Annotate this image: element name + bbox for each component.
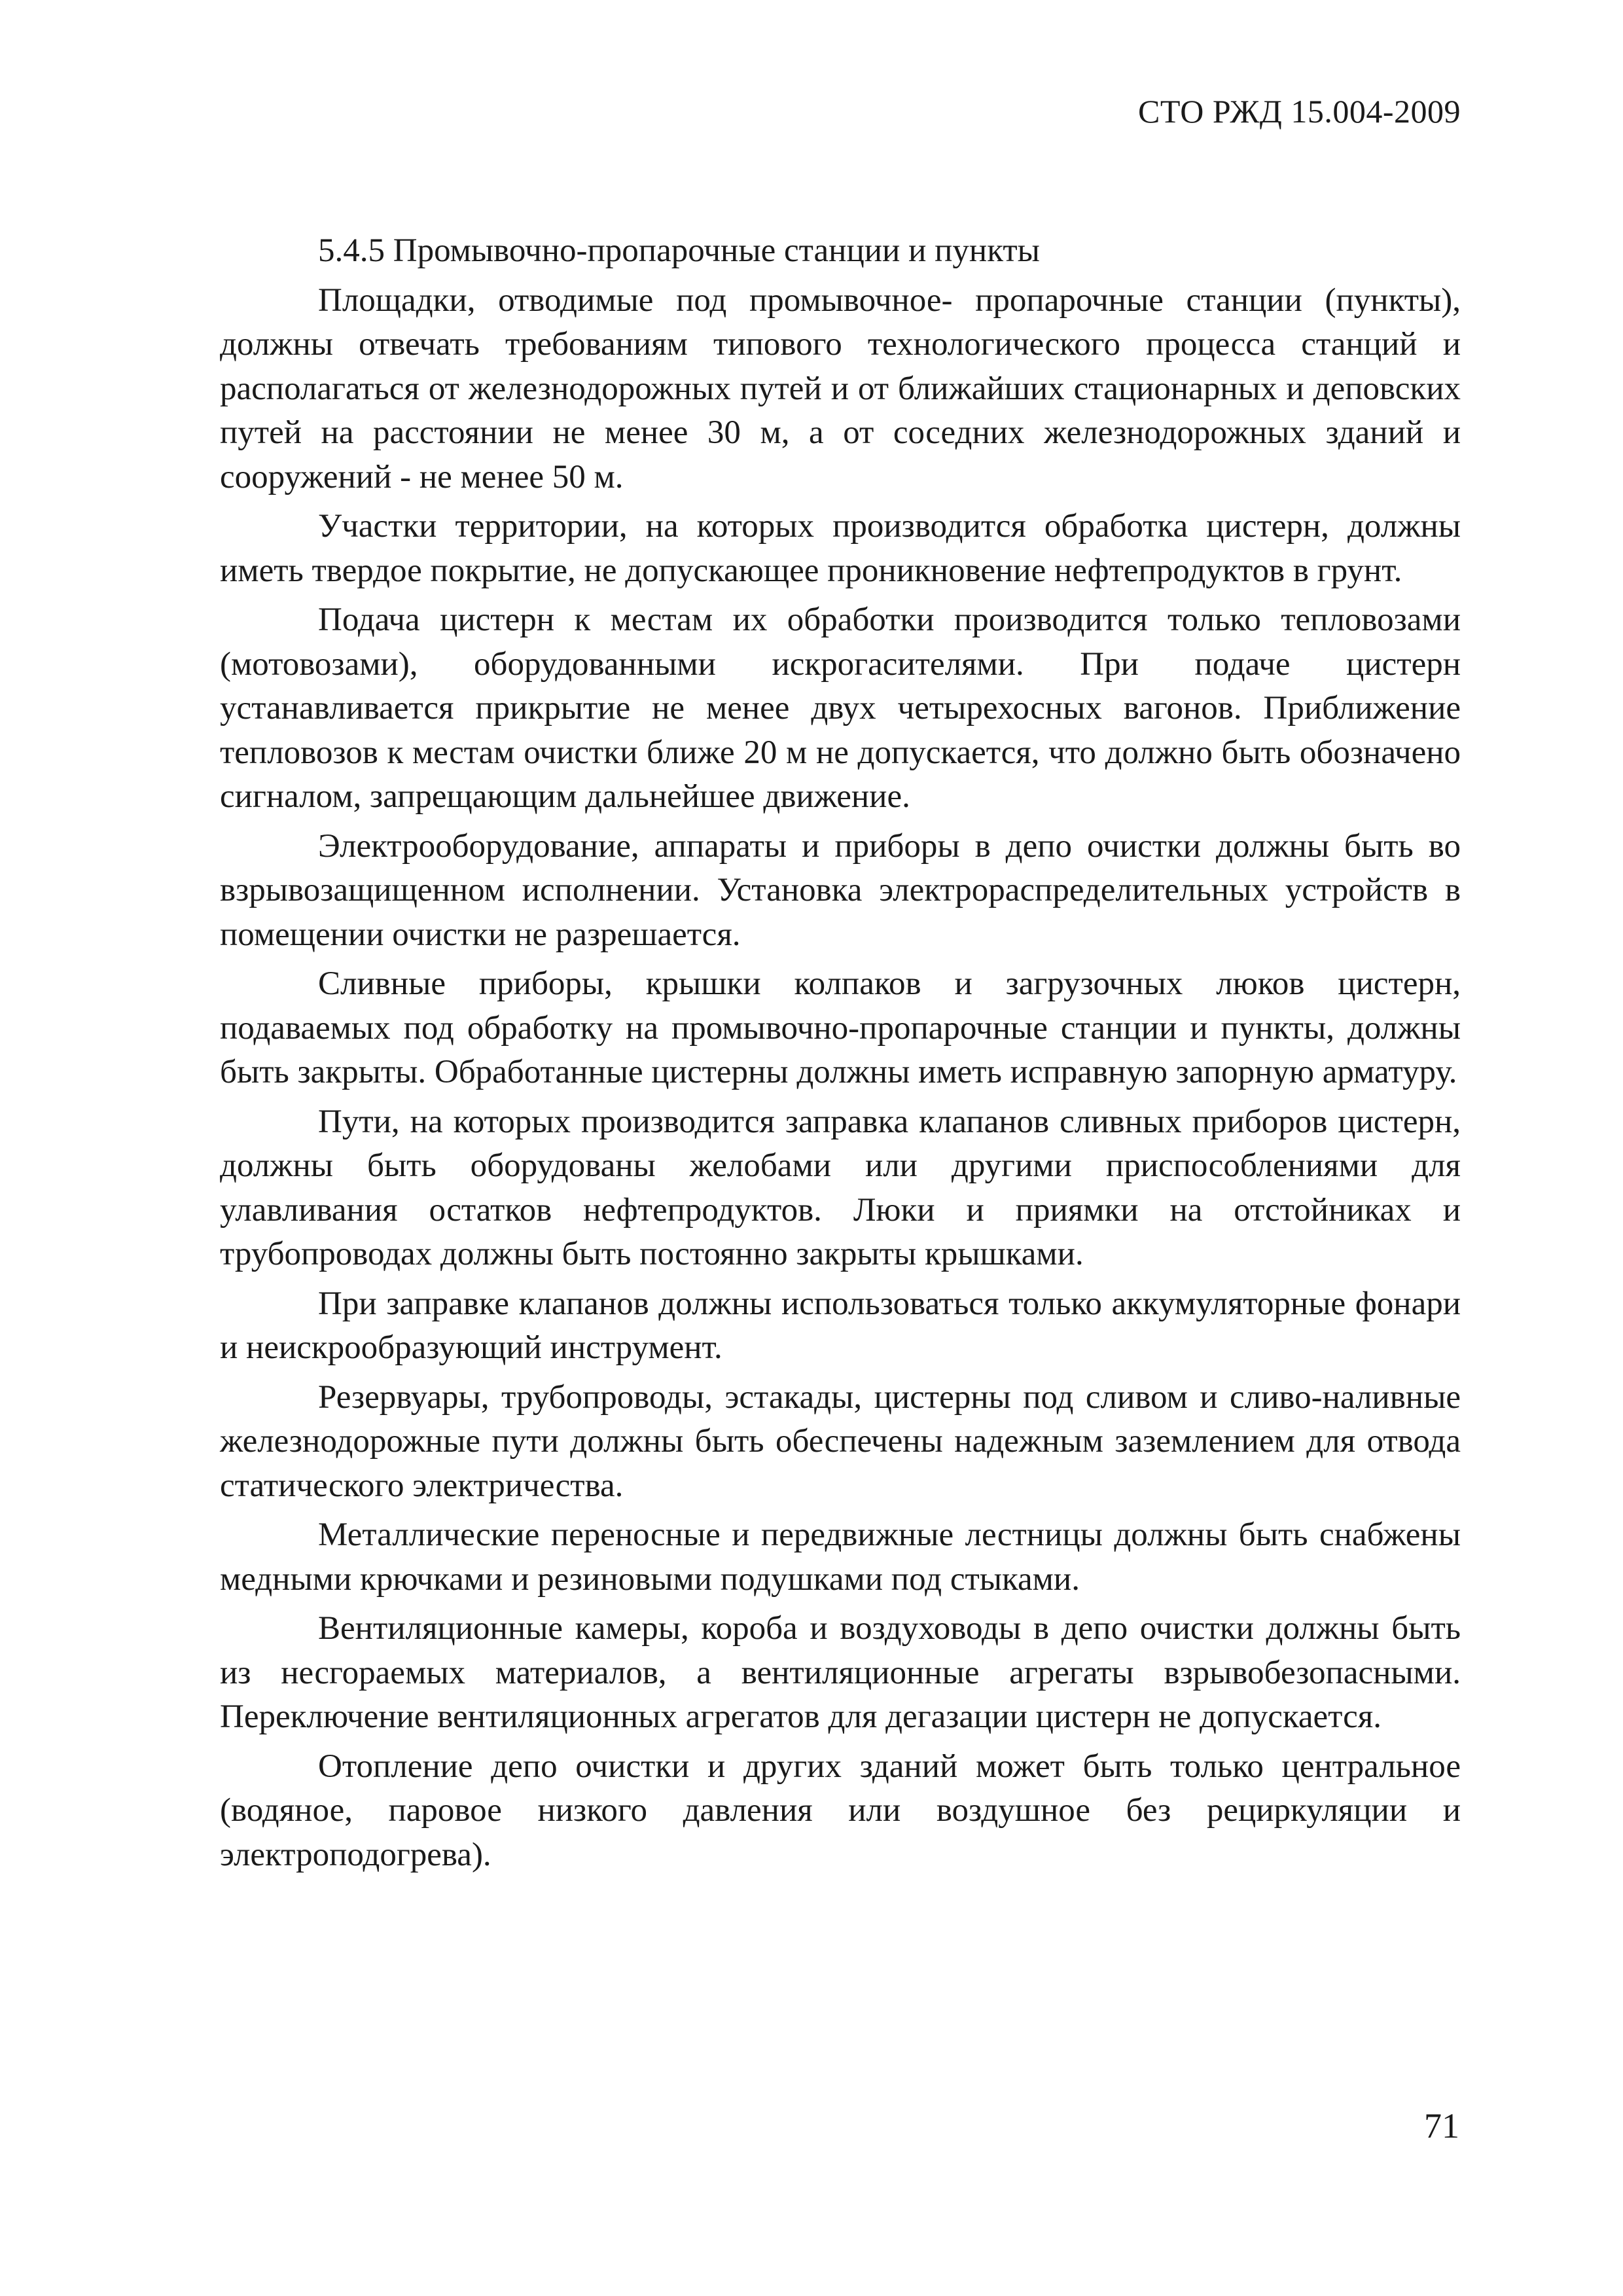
paragraph-ladders: Металлические переносные и передвижные лестницы должны быть снабжены медными крючками и резиновыми подушками под стыками. bbox=[220, 1516, 1461, 1598]
paragraph-valve-tools: При заправке клапанов должны использоваться только аккумуляторные фонари и неискрообразующий инструмент. bbox=[220, 1285, 1461, 1366]
paragraph-heating: Отопление депо очистки и других зданий может быть только центральное (водяное, паровое низкого давления или воздушное без рециркуляции и электроподогрева). bbox=[220, 1748, 1461, 1873]
section-heading: 5.4.5 Промывочно-пропарочные станции и пункты bbox=[318, 232, 1040, 269]
page-number: 71 bbox=[1424, 2106, 1459, 2145]
paragraph-ventilation: Вентиляционные камеры, короба и воздуховоды в депо очистки должны быть из несгораемых материалов, а вентиляционные агрегаты взрывобезопасными. Переключение вентиляционных агрегатов для дегазации цистерн не допускается. bbox=[220, 1610, 1461, 1735]
paragraph-drain-devices: Сливные приборы, крышки колпаков и загрузочных люков цистерн, подаваемых под обработку на промывочно-пропарочные станции и пункты, должны быть закрыты. Обработанные цистерны должны иметь исправную запорную арматуру. bbox=[220, 965, 1461, 1090]
paragraph-valve-tracks: Пути, на которых производится заправка клапанов сливных приборов цистерн, должны быть оборудованы желобами или другими приспособлениями для улавливания остатков нефтепродуктов. Люки и приямки на отстойниках и трубопроводах должны быть постоянно закрыты крышками. bbox=[220, 1103, 1461, 1272]
paragraph-electrical-equipment: Электрооборудование, аппараты и приборы в депо очистки должны быть во взрывозащищенном исполнении. Установка электрораспределительных устройств в помещении очистки не разрешается. bbox=[220, 827, 1461, 953]
paragraph-site-requirements: Площадки, отводимые под промывочное- пропарочные станции (пункты), должны отвечать требованиям типового технологического процесса станций и располагаться от железнодорожных путей и от ближайших стационарных и деповских путей на расстоянии не менее 30 м, а от соседних железнодорожных зданий и сооружений - не менее 50 м. bbox=[220, 281, 1461, 495]
paragraph-tank-delivery: Подача цистерн к местам их обработки производится только тепловозами (мотовозами), оборудованными искрогасителями. При подаче цистерн устанавливается прикрытие не менее двух четырехосных вагонов. Приближение тепловозов к местам очистки ближе 20 м не допускается, что должно быть обозначено сигналом, запрещающим дальнейшее движение. bbox=[220, 601, 1461, 815]
paragraph-grounding: Резервуары, трубопроводы, эстакады, цистерны под сливом и сливо-наливные железнодорожные пути должны быть обеспечены надежным заземлением для отвода статического электричества. bbox=[220, 1378, 1461, 1504]
section-body bbox=[220, 229, 1461, 1877]
paragraph-territory-surface: Участки территории, на которых производится обработка цистерн, должны иметь твердое покрытие, не допускающее проникновение нефтепродуктов в грунт. bbox=[220, 508, 1461, 589]
document-code-header: СТО РЖД 15.004-2009 bbox=[1138, 93, 1461, 130]
